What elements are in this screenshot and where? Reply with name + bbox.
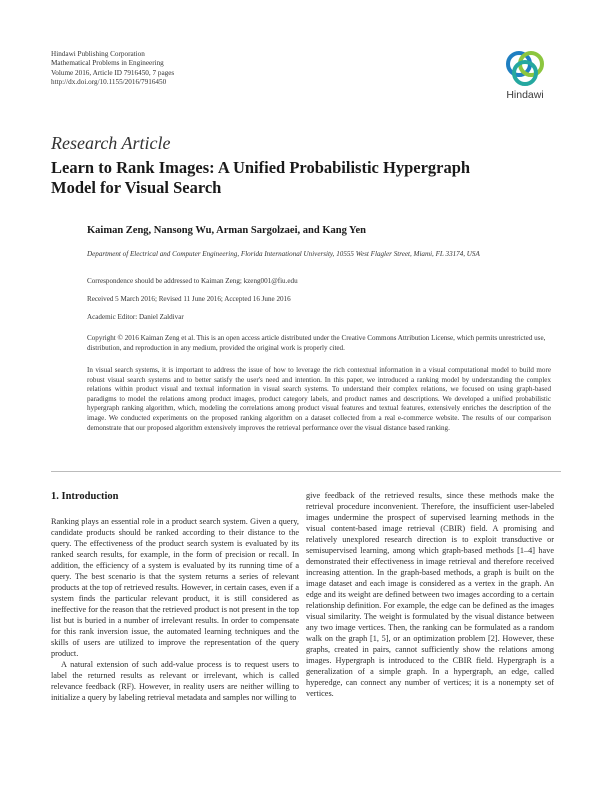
paragraph: Ranking plays an essential role in a product search system. Given a query, candidate products should be ranked according to their distance to the query. The effectiveness of the product search system is evaluated by its ranked search results, for example, in the form of precision or recall. In addition, the efficiency of a system is evaluated by its running time of a query. The best scenario is that the system returns a series of relevant products at the top of retrieved results. However, in certain cases, even if a system finds the particular relevant product, it is still considered as ineffective for the reason that the retrieved product is not present in the top list but is buried in a number of irrelevant results. In order to compensate for this rank inversion issue, the automated learning techniques and the skills of users are utilized to improve the representation of the query product. [51,517,299,658]
affiliation: Department of Electrical and Computer Engineering, Florida International University, 10555 West Flagler Street, Miami, FL 33174, USA [87,250,480,258]
copyright-notice: Copyright © 2016 Kaiman Zeng et al. This is an open access article distributed under the Creative Commons Attribution License, which permits unrestricted use, distribution, and reproduction in any medium, provided the original work is properly cited. [87,334,546,352]
section-heading: 1. Introduction [51,491,119,502]
paragraph: A natural extension of such add-value process is to request users to label the returned results as relevant or irrelevant, which is called relevance feedback (RF). However, in reality users are neither willing to initialize a query by labeling retrieval metadata and samples nor willing to [51,660,299,702]
hindawi-rings-icon [495,48,555,90]
academic-editor: Academic Editor: Daniel Zaldivar [87,313,184,321]
doi-link[interactable]: http://dx.doi.org/10.1155/2016/7916450 [51,77,167,86]
journal-name: Mathematical Problems in Engineering [51,59,164,68]
left-column [51,516,299,703]
right-column [306,490,554,699]
correspondence: Correspondence should be addressed to Kaiman Zeng; kzeng001@fiu.edu [87,277,298,285]
article-type: Research Article [51,133,171,153]
section-divider [51,471,561,472]
abstract: In visual search systems, it is important to address the issue of how to leverage the rich contextual information in a visual computational model to build more robust visual search systems and to better satisfy the user's need and intention. In this paper, we introduced a ranking model by understanding the complex relations within product visual and textual information in visual search systems. To understand their complex relations, we focused on using graph-based paradigms to model the relations among product images, product category labels, and product names and descriptions. We developed a unified probabilistic hypergraph ranking algorithm, which, modeling the correlations among product visual features and textual features, extensively enriches the description of the image. We conducted experiments on the proposed ranking algorithm on a dataset collected from a real e-commerce website. The results of our comparison demonstrate that our proposed algorithm extensively improves the retrieval performance over the visual distance based ranking. [87,366,551,432]
volume-info: Volume 2016, Article ID 7916450, 7 pages [51,68,175,77]
hindawi-logo [495,48,555,106]
journal-header [51,50,174,87]
hindawi-wordmark: Hindawi [506,89,544,101]
received-dates: Received 5 March 2016; Revised 11 June 2016; Accepted 16 June 2016 [87,295,291,303]
article-title: Learn to Rank Images: A Unified Probabilistic Hypergraph Model for Visual Search [51,158,471,197]
author-list: Kaiman Zeng, Nansong Wu, Arman Sargolzaei, and Kang Yen [87,225,366,236]
publisher-name: Hindawi Publishing Corporation [51,50,145,58]
paragraph: give feedback of the retrieved results, since these methods make the retrieval procedure inconvenient. Therefore, the insufficient user-labeled images undermine the prospect of supervised learning methods in the visual content-based image retrieval (CBIR) field. A promising and relatively unexplored research direction is to exploit transductive or semisupervised learning, among which graph-based methods [1–4] have demonstrated their effectiveness in image retrieval and therefore received increasing attention. In the graph-based methods, a graph is built on the image dataset and each image is considered as a vertex in the graph. An edge and its weight are defined between two images according to a certain relationship definition. For example, the edge can be defined as the images visual similarity. The weight is formulated by the visual distance between any two image vertices. Then, the ranking can be formulated as a random walk on the graph [1, 5], or an optimization problem [2]. However, these graphs, created in pairs, cannot sufficiently show the relations among images. Hypergraph is introduced to the CBIR field. Hypergraph is a generalization of a simple graph. In a hypergraph, an edge, called hyperedge, can connect any number of vertices; it is a nonempty set of vertices. [306,491,554,698]
